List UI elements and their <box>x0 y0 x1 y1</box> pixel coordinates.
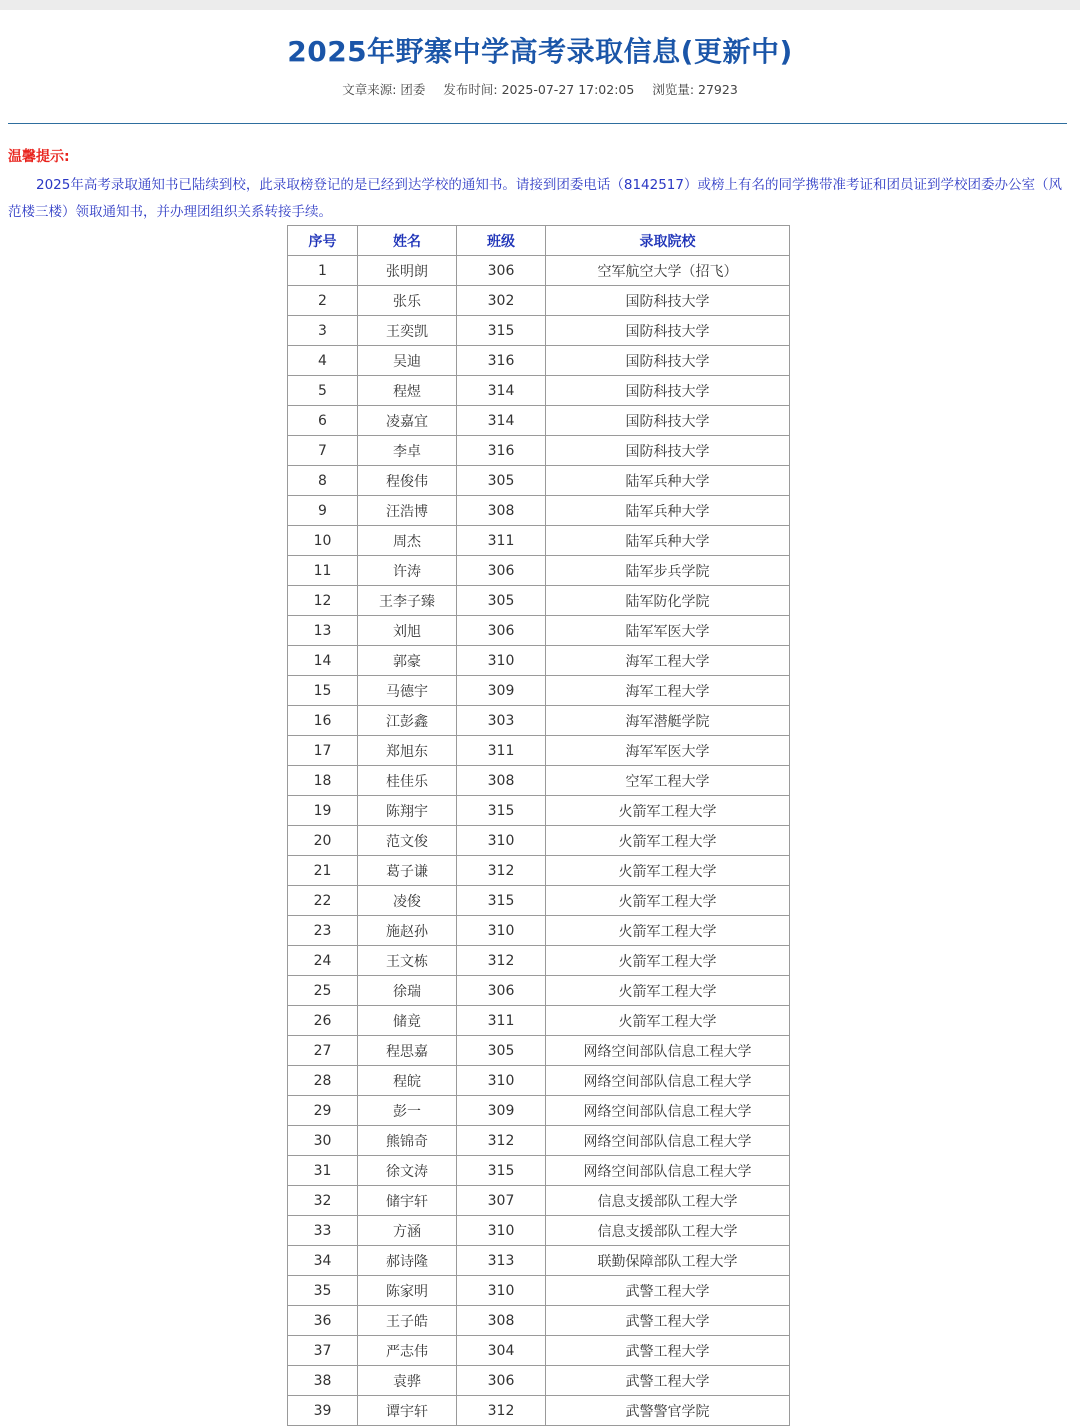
cell-university: 火箭军工程大学 <box>546 976 790 1006</box>
cell-index: 5 <box>288 376 358 406</box>
table-row <box>288 676 790 706</box>
cell-class: 306 <box>457 1366 546 1396</box>
cell-class: 314 <box>457 406 546 436</box>
cell-university: 火箭军工程大学 <box>546 916 790 946</box>
cell-university: 陆军兵种大学 <box>546 526 790 556</box>
cell-university: 空军工程大学 <box>546 766 790 796</box>
table-row <box>288 826 790 856</box>
cell-index: 32 <box>288 1186 358 1216</box>
cell-name: 陈翔宇 <box>358 796 457 826</box>
cell-university: 空军航空大学（招飞） <box>546 256 790 286</box>
cell-university: 网络空间部队信息工程大学 <box>546 1096 790 1126</box>
table-row <box>288 616 790 646</box>
cell-name: 熊锦奇 <box>358 1126 457 1156</box>
cell-name: 郑旭东 <box>358 736 457 766</box>
table-row <box>288 1276 790 1306</box>
cell-university: 陆军军医大学 <box>546 616 790 646</box>
cell-class: 305 <box>457 586 546 616</box>
article-published-time: 发布时间: 2025-07-27 17:02:05 <box>443 82 635 97</box>
cell-class: 313 <box>457 1246 546 1276</box>
cell-class: 312 <box>457 856 546 886</box>
cell-university: 火箭军工程大学 <box>546 856 790 886</box>
cell-class: 310 <box>457 916 546 946</box>
cell-class: 310 <box>457 646 546 676</box>
cell-index: 37 <box>288 1336 358 1366</box>
cell-index: 20 <box>288 826 358 856</box>
header-name: 姓名 <box>358 226 457 256</box>
cell-name: 郝诗隆 <box>358 1246 457 1276</box>
cell-name: 陈家明 <box>358 1276 457 1306</box>
table-row <box>288 556 790 586</box>
cell-name: 凌俊 <box>358 886 457 916</box>
cell-name: 方涵 <box>358 1216 457 1246</box>
cell-index: 29 <box>288 1096 358 1126</box>
admissions-table <box>287 225 790 1426</box>
cell-class: 303 <box>457 706 546 736</box>
cell-index: 38 <box>288 1366 358 1396</box>
cell-name: 施赵孙 <box>358 916 457 946</box>
table-row <box>288 586 790 616</box>
cell-university: 武警工程大学 <box>546 1366 790 1396</box>
cell-university: 武警工程大学 <box>546 1336 790 1366</box>
table-row <box>288 1066 790 1096</box>
cell-class: 314 <box>457 376 546 406</box>
cell-name: 张乐 <box>358 286 457 316</box>
cell-name: 刘旭 <box>358 616 457 646</box>
table-row <box>288 646 790 676</box>
table-row <box>288 406 790 436</box>
cell-name: 周杰 <box>358 526 457 556</box>
cell-index: 24 <box>288 946 358 976</box>
table-row <box>288 886 790 916</box>
cell-class: 309 <box>457 676 546 706</box>
table-row <box>288 766 790 796</box>
table-row <box>288 856 790 886</box>
cell-class: 308 <box>457 1306 546 1336</box>
cell-class: 308 <box>457 766 546 796</box>
cell-university: 火箭军工程大学 <box>546 886 790 916</box>
cell-name: 程思嘉 <box>358 1036 457 1066</box>
cell-university: 陆军防化学院 <box>546 586 790 616</box>
table-row <box>288 706 790 736</box>
cell-class: 315 <box>457 1156 546 1186</box>
cell-index: 6 <box>288 406 358 436</box>
table-row <box>288 526 790 556</box>
cell-name: 储竟 <box>358 1006 457 1036</box>
cell-name: 程俊伟 <box>358 466 457 496</box>
cell-university: 陆军兵种大学 <box>546 496 790 526</box>
cell-name: 储宇轩 <box>358 1186 457 1216</box>
cell-index: 1 <box>288 256 358 286</box>
cell-name: 郭豪 <box>358 646 457 676</box>
cell-class: 310 <box>457 1216 546 1246</box>
cell-name: 王李子臻 <box>358 586 457 616</box>
table-row <box>288 1336 790 1366</box>
cell-class: 311 <box>457 526 546 556</box>
table-row <box>288 976 790 1006</box>
browser-top-strip <box>0 0 1080 10</box>
cell-index: 15 <box>288 676 358 706</box>
table-row <box>288 1186 790 1216</box>
cell-university: 网络空间部队信息工程大学 <box>546 1126 790 1156</box>
cell-name: 张明朗 <box>358 256 457 286</box>
table-row <box>288 496 790 526</box>
cell-index: 13 <box>288 616 358 646</box>
cell-university: 海军军医大学 <box>546 736 790 766</box>
cell-index: 3 <box>288 316 358 346</box>
cell-university: 信息支援部队工程大学 <box>546 1216 790 1246</box>
cell-name: 严志伟 <box>358 1336 457 1366</box>
table-row <box>288 466 790 496</box>
header-class: 班级 <box>457 226 546 256</box>
table-row <box>288 916 790 946</box>
cell-index: 23 <box>288 916 358 946</box>
title-divider <box>8 123 1067 124</box>
cell-index: 10 <box>288 526 358 556</box>
table-row <box>288 256 790 286</box>
cell-class: 316 <box>457 436 546 466</box>
cell-class: 305 <box>457 1036 546 1066</box>
table-row <box>288 376 790 406</box>
cell-class: 304 <box>457 1336 546 1366</box>
table-body <box>288 256 790 1426</box>
cell-index: 34 <box>288 1246 358 1276</box>
table-row <box>288 1246 790 1276</box>
table-row <box>288 946 790 976</box>
cell-class: 306 <box>457 976 546 1006</box>
cell-university: 国防科技大学 <box>546 316 790 346</box>
cell-name: 王奕凯 <box>358 316 457 346</box>
cell-index: 31 <box>288 1156 358 1186</box>
cell-name: 许涛 <box>358 556 457 586</box>
cell-class: 311 <box>457 1006 546 1036</box>
cell-university: 陆军步兵学院 <box>546 556 790 586</box>
cell-name: 葛子谦 <box>358 856 457 886</box>
cell-index: 30 <box>288 1126 358 1156</box>
cell-index: 27 <box>288 1036 358 1066</box>
cell-class: 306 <box>457 256 546 286</box>
notice-text: 2025年高考录取通知书已陆续到校，此录取榜登记的是已经到达学校的通知书。请接到团委电话（8142517）或榜上有名的同学携带准考证和团员证到学校团委办公室（风范楼三楼）领取通知书，并办理团组织关系转接手续。 <box>8 177 1062 220</box>
cell-university: 海军工程大学 <box>546 646 790 676</box>
cell-university: 武警工程大学 <box>546 1276 790 1306</box>
cell-university: 国防科技大学 <box>546 376 790 406</box>
table-header-row <box>288 226 790 256</box>
article-meta <box>0 80 1080 98</box>
cell-class: 311 <box>457 736 546 766</box>
cell-class: 306 <box>457 616 546 646</box>
cell-name: 李卓 <box>358 436 457 466</box>
cell-index: 4 <box>288 346 358 376</box>
cell-name: 谭宇轩 <box>358 1396 457 1426</box>
cell-class: 315 <box>457 796 546 826</box>
cell-class: 312 <box>457 946 546 976</box>
table-row <box>288 736 790 766</box>
cell-index: 25 <box>288 976 358 1006</box>
table-row <box>288 1396 790 1426</box>
cell-university: 火箭军工程大学 <box>546 946 790 976</box>
cell-class: 305 <box>457 466 546 496</box>
cell-university: 国防科技大学 <box>546 346 790 376</box>
cell-class: 312 <box>457 1126 546 1156</box>
cell-class: 315 <box>457 316 546 346</box>
cell-name: 王子皓 <box>358 1306 457 1336</box>
cell-name: 范文俊 <box>358 826 457 856</box>
cell-index: 36 <box>288 1306 358 1336</box>
cell-university: 国防科技大学 <box>546 286 790 316</box>
cell-university: 网络空间部队信息工程大学 <box>546 1036 790 1066</box>
cell-name: 凌嘉宜 <box>358 406 457 436</box>
cell-university: 火箭军工程大学 <box>546 826 790 856</box>
cell-index: 22 <box>288 886 358 916</box>
cell-university: 武警工程大学 <box>546 1306 790 1336</box>
notice-label: 温馨提示: <box>8 149 70 165</box>
cell-university: 网络空间部队信息工程大学 <box>546 1066 790 1096</box>
table-row <box>288 1306 790 1336</box>
cell-name: 徐文涛 <box>358 1156 457 1186</box>
cell-class: 306 <box>457 556 546 586</box>
article-title: 2025年野寨中学高考录取信息(更新中) <box>287 35 793 68</box>
cell-name: 程煜 <box>358 376 457 406</box>
cell-name: 袁骅 <box>358 1366 457 1396</box>
cell-class: 302 <box>457 286 546 316</box>
table-row <box>288 1036 790 1066</box>
cell-index: 16 <box>288 706 358 736</box>
cell-university: 陆军兵种大学 <box>546 466 790 496</box>
table-row <box>288 1216 790 1246</box>
table-row <box>288 436 790 466</box>
cell-index: 18 <box>288 766 358 796</box>
cell-index: 21 <box>288 856 358 886</box>
cell-index: 12 <box>288 586 358 616</box>
table-row <box>288 316 790 346</box>
cell-university: 海军潜艇学院 <box>546 706 790 736</box>
cell-index: 26 <box>288 1006 358 1036</box>
cell-index: 8 <box>288 466 358 496</box>
table-row <box>288 286 790 316</box>
cell-class: 315 <box>457 886 546 916</box>
cell-index: 33 <box>288 1216 358 1246</box>
cell-index: 28 <box>288 1066 358 1096</box>
cell-name: 徐瑞 <box>358 976 457 1006</box>
cell-name: 王文栋 <box>358 946 457 976</box>
cell-index: 14 <box>288 646 358 676</box>
cell-university: 信息支援部队工程大学 <box>546 1186 790 1216</box>
cell-name: 桂佳乐 <box>358 766 457 796</box>
cell-name: 马德宇 <box>358 676 457 706</box>
cell-university: 国防科技大学 <box>546 436 790 466</box>
table-row <box>288 1156 790 1186</box>
cell-index: 2 <box>288 286 358 316</box>
header-index: 序号 <box>288 226 358 256</box>
cell-university: 火箭军工程大学 <box>546 1006 790 1036</box>
table-row <box>288 1096 790 1126</box>
cell-class: 312 <box>457 1396 546 1426</box>
cell-index: 17 <box>288 736 358 766</box>
table-row <box>288 796 790 826</box>
cell-university: 海军工程大学 <box>546 676 790 706</box>
cell-name: 彭一 <box>358 1096 457 1126</box>
table-row <box>288 1006 790 1036</box>
table-row <box>288 1126 790 1156</box>
cell-class: 310 <box>457 1066 546 1096</box>
cell-index: 39 <box>288 1396 358 1426</box>
table-row <box>288 346 790 376</box>
cell-name: 江彭鑫 <box>358 706 457 736</box>
cell-university: 武警警官学院 <box>546 1396 790 1426</box>
cell-class: 309 <box>457 1096 546 1126</box>
cell-class: 307 <box>457 1186 546 1216</box>
article-source: 文章来源: 团委 <box>342 82 426 97</box>
table-row <box>288 1366 790 1396</box>
cell-index: 19 <box>288 796 358 826</box>
cell-name: 程皖 <box>358 1066 457 1096</box>
header-university: 录取院校 <box>546 226 790 256</box>
cell-university: 火箭军工程大学 <box>546 796 790 826</box>
cell-university: 联勤保障部队工程大学 <box>546 1246 790 1276</box>
cell-class: 316 <box>457 346 546 376</box>
cell-index: 7 <box>288 436 358 466</box>
cell-class: 308 <box>457 496 546 526</box>
cell-index: 35 <box>288 1276 358 1306</box>
cell-index: 11 <box>288 556 358 586</box>
cell-university: 网络空间部队信息工程大学 <box>546 1156 790 1186</box>
cell-name: 吴迪 <box>358 346 457 376</box>
cell-class: 310 <box>457 826 546 856</box>
article-view-count: 浏览量: 27923 <box>652 82 738 97</box>
cell-name: 汪浩博 <box>358 496 457 526</box>
cell-index: 9 <box>288 496 358 526</box>
cell-class: 310 <box>457 1276 546 1306</box>
cell-university: 国防科技大学 <box>546 406 790 436</box>
